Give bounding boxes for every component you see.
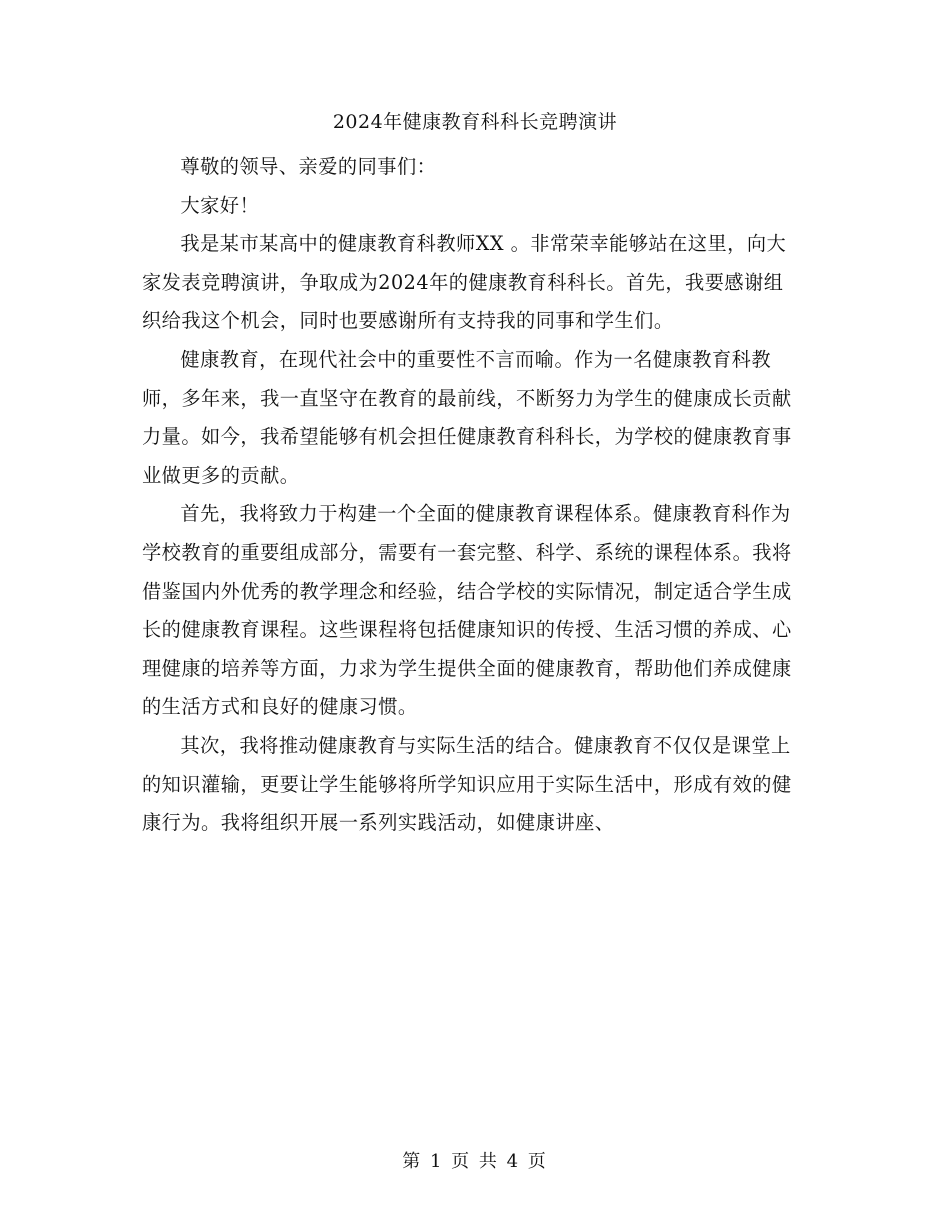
document-body	[142, 148, 800, 843]
document-title: 2024年健康教育科科长竞聘演讲	[332, 111, 618, 133]
paragraph-importance: 健康教育，在现代社会中的重要性不言而喻。作为一名健康教育科教师，多年来，我一直坚守在教育的最前线，不断努力为学生的健康成长贡献力量。如今，我希望能够有机会担任健康教育科科长，为学校的健康教育事业做更多的贡献。	[142, 347, 792, 487]
paragraph-practice: 其次，我将推动健康教育与实际生活的结合。健康教育不仅仅是课堂上的知识灌输，更要让学生能够将所学知识应用于实际生活中，形成有效的健康行为。我将组织开展一系列实践活动，如健康讲座、	[142, 733, 792, 835]
paragraph-salutation: 尊敬的领导、亲爱的同事们：	[180, 155, 437, 178]
page-footer: 第 1 页 共 4 页	[402, 1151, 548, 1172]
paragraph-intro: 我是某市某高中的健康教育科教师XX 。非常荣幸能够站在这里，向大家发表竞聘演讲，争取成为2024年的健康教育科科长。首先，我要感谢组织给我这个机会，同时也要感谢所有支持我的同事和学生们。	[142, 232, 787, 333]
paragraph-curriculum: 首先，我将致力于构建一个全面的健康教育课程体系。健康教育科作为学校教育的重要组成部分，需要有一套完整、科学、系统的课程体系。我将借鉴国内外优秀的教学理念和经验，结合学校的实际情况，制定适合学生成长的健康教育课程。这些课程将包括健康知识的传授、生活习惯的养成、心理健康的培养等方面，力求为学生提供全面的健康教育，帮助他们养成健康的生活方式和良好的健康习惯。	[142, 502, 792, 719]
paragraph-greeting: 大家好！	[180, 193, 260, 217]
